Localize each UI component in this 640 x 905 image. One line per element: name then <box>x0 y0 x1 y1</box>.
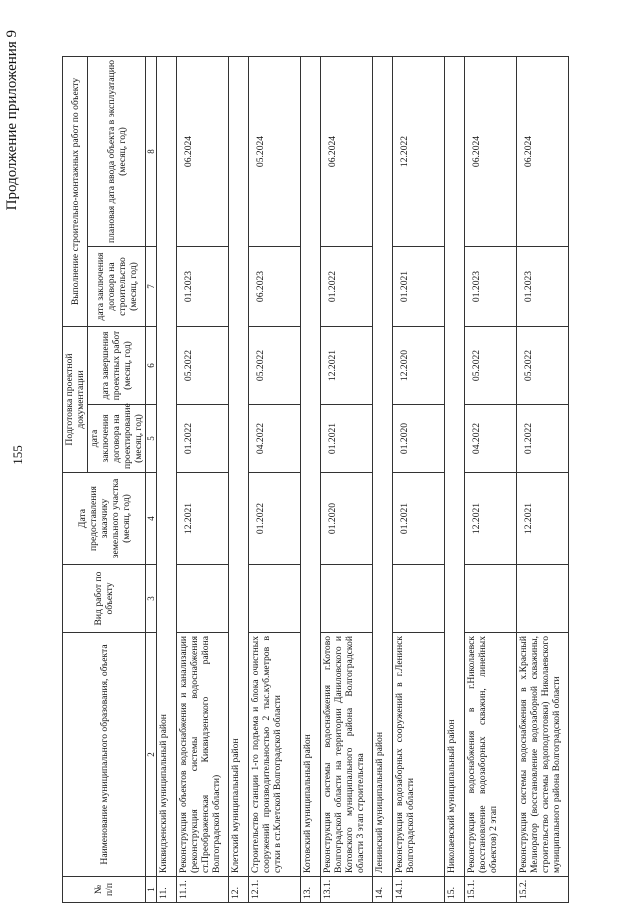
design-contract-date: 01.2021 <box>321 405 373 473</box>
table-row <box>465 56 517 902</box>
construction-contract-date: 01.2023 <box>177 247 229 327</box>
header-constr-contract: дата заключения договора на строительство (месяц, год) <box>88 247 146 327</box>
work-type <box>517 565 569 633</box>
construction-contract-date: 01.2023 <box>517 247 569 327</box>
column-number: 7 <box>146 247 157 327</box>
design-contract-date: 01.2022 <box>177 405 229 473</box>
header-type: Вид работ по объекту <box>63 565 146 633</box>
section-row <box>229 56 249 902</box>
commission-date: 06.2024 <box>321 56 373 246</box>
header-construction-group: Выполнение строительно-монтажных работ по объекту <box>63 56 88 326</box>
column-number: 1 <box>146 877 157 903</box>
row-number: 13. <box>301 877 321 903</box>
work-type <box>249 565 301 633</box>
row-number: 12.1. <box>249 877 301 903</box>
section-title: Котовский муниципальный район <box>301 56 321 876</box>
row-number: 11.1. <box>177 877 229 903</box>
section-row <box>301 56 321 902</box>
row-number: 14. <box>373 877 393 903</box>
land-date: 12.2021 <box>177 473 229 565</box>
section-title: Ленинский муниципальный район <box>373 56 393 876</box>
table-row <box>517 56 569 902</box>
design-contract-date: 01.2022 <box>517 405 569 473</box>
row-number: 15.2. <box>517 877 569 903</box>
column-number: 3 <box>146 565 157 633</box>
land-date: 01.2021 <box>393 473 445 565</box>
row-number: 14.1. <box>393 877 445 903</box>
design-end-date: 05.2022 <box>177 327 229 405</box>
column-number: 5 <box>146 405 157 473</box>
object-name: Строительство станции 1-го подъема и блока очистных сооружений производительностью 2 тыс.куб.метров в сутки в ст.Клетской Волгоградской области <box>249 633 301 877</box>
row-number: 11. <box>157 877 177 903</box>
header-commission: плановая дата ввода объекта в эксплуатацию (месяц, год) <box>88 56 146 246</box>
header-land: Дата предоставления заказчику земельного участка (месяц, год) <box>63 473 146 565</box>
design-contract-date: 04.2022 <box>249 405 301 473</box>
row-number: 15.1. <box>465 877 517 903</box>
design-contract-date: 01.2020 <box>393 405 445 473</box>
object-name: Реконструкция объектов водоснабжения и канализации (реконструкция системы водоснабжения ст.Преображенская Киквидзенского района Волгоградской области) <box>177 633 229 877</box>
land-date: 01.2022 <box>249 473 301 565</box>
object-name: Реконструкция водозаборных сооружений в г.Ленинск Волгоградской области <box>393 633 445 877</box>
construction-contract-date: 06.2023 <box>249 247 301 327</box>
work-type <box>321 565 373 633</box>
header-no: № п/п <box>63 877 146 903</box>
commission-date: 05.2024 <box>249 56 301 246</box>
schedule-table <box>62 56 569 903</box>
commission-date: 06.2024 <box>177 56 229 246</box>
object-name: Реконструкция водоснабжения в г.Николаевск (восстановление водозаборных скважин, линейных объектов) 2 этап <box>465 633 517 877</box>
section-row <box>445 56 465 902</box>
header-design-contract: дата заключения договора на проектирование (месяц, год) <box>88 405 146 473</box>
design-end-date: 05.2022 <box>517 327 569 405</box>
table-row <box>249 56 301 902</box>
header-design-end: дата завершения проектных работ (месяц, год) <box>88 327 146 405</box>
land-date: 12.2021 <box>517 473 569 565</box>
design-contract-date: 04.2022 <box>465 405 517 473</box>
row-number: 15. <box>445 877 465 903</box>
page-number: 155 <box>10 445 25 465</box>
object-name: Реконструкция системы водоснабжения в х.Красный Мелиоратор (восстановление водозаборной скважины, строительство системы водоподготовки) Николаевского муниципального района Волгоградской области <box>517 633 569 877</box>
work-type <box>177 565 229 633</box>
section-title: Клетский муниципальный район <box>229 56 249 876</box>
section-title: Николаевский муниципальный район <box>445 56 465 876</box>
row-number: 13.1. <box>321 877 373 903</box>
commission-date: 06.2024 <box>465 56 517 246</box>
column-number: 8 <box>146 56 157 246</box>
design-end-date: 05.2022 <box>249 327 301 405</box>
design-end-date: 12.2020 <box>393 327 445 405</box>
table-row <box>393 56 445 902</box>
continuation-caption: Продолжение приложения 9 <box>4 30 20 211</box>
header-design-group: Подготовка проектной документации <box>63 327 88 473</box>
column-number: 4 <box>146 473 157 565</box>
work-type <box>465 565 517 633</box>
land-date: 01.2020 <box>321 473 373 565</box>
design-end-date: 05.2022 <box>465 327 517 405</box>
object-name: Реконструкция системы водоснабжения г.Котово Волгоградской области на территории Даниловского и Котовского муниципального района Волгоградской области 3 этап строительства <box>321 633 373 877</box>
work-type <box>393 565 445 633</box>
row-number: 12. <box>229 877 249 903</box>
header-name: Наименование муниципального образования, объекта <box>63 633 146 877</box>
section-title: Киквидзенский муниципальный район <box>157 56 177 876</box>
commission-date: 06.2024 <box>517 56 569 246</box>
table-row <box>177 56 229 902</box>
column-number: 2 <box>146 633 157 877</box>
construction-contract-date: 01.2021 <box>393 247 445 327</box>
column-number: 6 <box>146 327 157 405</box>
construction-contract-date: 01.2023 <box>465 247 517 327</box>
commission-date: 12.2022 <box>393 56 445 246</box>
table-row <box>321 56 373 902</box>
land-date: 12.2021 <box>465 473 517 565</box>
section-row <box>157 56 177 902</box>
design-end-date: 12.2021 <box>321 327 373 405</box>
construction-contract-date: 01.2022 <box>321 247 373 327</box>
section-row <box>373 56 393 902</box>
